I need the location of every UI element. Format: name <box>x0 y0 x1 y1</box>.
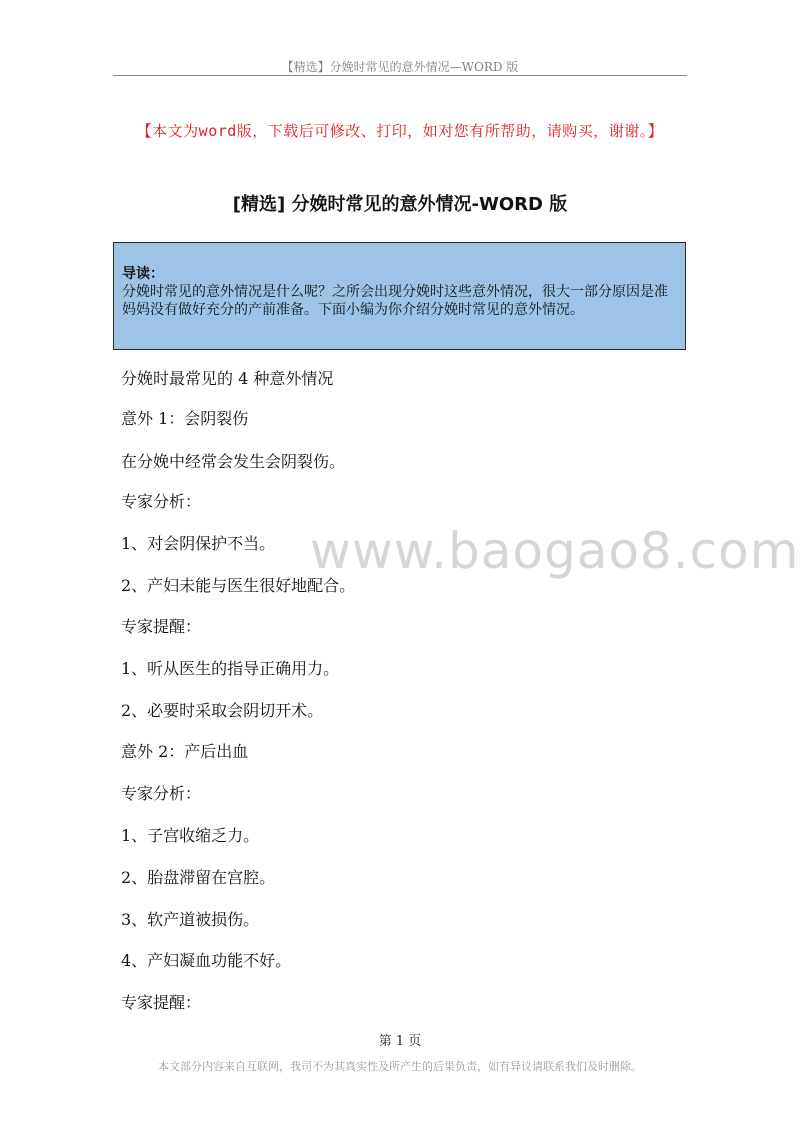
body-line: 专家分析： <box>121 784 202 803</box>
body-line: 1、子宫收缩乏力。 <box>121 826 260 845</box>
body-line: 3、软产道被损伤。 <box>121 910 260 929</box>
watermark-text: www.baogao8.com <box>310 522 800 580</box>
body-line: 意外 1：会阴裂伤 <box>121 409 249 428</box>
body-line: 2、胎盘滞留在宫腔。 <box>121 868 276 887</box>
body-line: 2、产妇未能与医生很好地配合。 <box>121 576 356 595</box>
intro-label: 导读： <box>122 266 164 282</box>
intro-text: 分娩时常见的意外情况是什么呢？之所会出现分娩时这些意外情况，很大一部分原因是准妈妈没有做好充分的产前准备。下面小编为你介绍分娩时常见的意外情况。 <box>122 284 668 318</box>
body-line: 意外 2：产后出血 <box>121 742 249 761</box>
page-header-title: 【精选】分娩时常见的意外情况—WORD 版 <box>281 60 519 74</box>
body-line: 分娩时最常见的 4 种意外情况 <box>121 369 334 388</box>
intro-box <box>113 242 686 350</box>
footer-disclaimer: 本文部分内容来自互联网，我司不为其真实性及所产生的后果负责，如有异议请联系我们及时删除。 <box>158 1060 642 1073</box>
page-number: 第 1 页 <box>378 1034 422 1049</box>
document-title: [精选] 分娩时常见的意外情况-WORD 版 <box>232 194 568 215</box>
header-rule <box>113 75 687 76</box>
body-line: 1、对会阴保护不当。 <box>121 534 276 553</box>
body-line: 在分娩中经常会发生会阴裂伤。 <box>121 452 346 471</box>
body-line: 专家分析： <box>121 492 202 511</box>
body-line: 2、必要时采取会阴切开术。 <box>121 701 324 720</box>
download-notice: 【本文为word版，下载后可修改、打印，如对您有所帮助，请购买，谢谢。】 <box>136 122 664 140</box>
body-line: 4、产妇凝血功能不好。 <box>121 951 292 970</box>
body-line: 专家提醒： <box>121 617 202 636</box>
body-line: 专家提醒： <box>121 993 202 1012</box>
body-line: 1、听从医生的指导正确用力。 <box>121 659 340 678</box>
